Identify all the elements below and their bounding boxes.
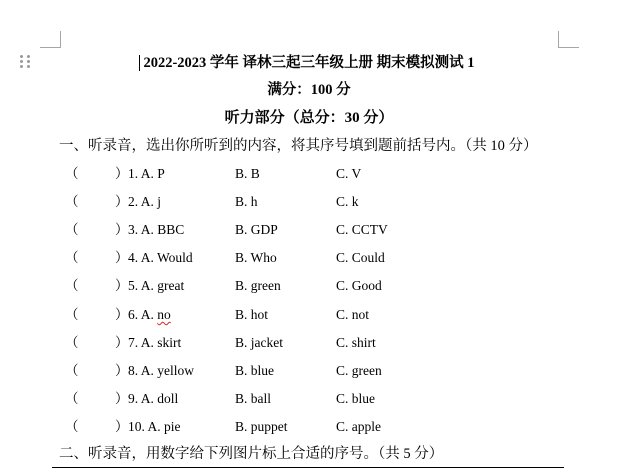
- option-a: A. P: [140, 166, 165, 181]
- answer-paren-open: （: [65, 278, 79, 293]
- option-a: A. no: [140, 307, 171, 322]
- question-number: [128, 362, 194, 380]
- question-number: [128, 193, 161, 211]
- answer-paren-open: （: [65, 222, 79, 237]
- question-number-text: 9.: [128, 391, 139, 406]
- option-b: B. hot: [235, 307, 269, 322]
- question-number: [128, 306, 171, 324]
- answer-paren-open: （: [65, 166, 79, 181]
- question-number-text: 2.: [128, 194, 139, 209]
- option-c: C. Could: [336, 250, 385, 265]
- question-number-text: 7.: [128, 335, 139, 350]
- question-number: [128, 334, 181, 352]
- answer-paren-open: （: [65, 419, 79, 434]
- answer-paren-close: ）: [115, 335, 129, 350]
- question-row[interactable]: [0, 165, 640, 183]
- question-row[interactable]: [0, 418, 640, 436]
- option-a: A. Would: [140, 250, 193, 265]
- question-number-text: 3.: [128, 222, 139, 237]
- option-b: B. h: [235, 194, 258, 209]
- option-a: A. j: [140, 194, 162, 209]
- question-row[interactable]: [0, 193, 640, 211]
- option-c: C. V: [336, 166, 362, 181]
- question-number-text: 6.: [128, 307, 139, 322]
- question-number: [128, 221, 184, 239]
- question-row[interactable]: [0, 249, 640, 267]
- option-b: B. B: [235, 166, 260, 181]
- answer-paren-close: ）: [115, 166, 129, 181]
- option-c: C. green: [336, 363, 382, 378]
- question-row[interactable]: [0, 334, 640, 352]
- option-c: C. blue: [336, 391, 375, 406]
- answer-paren-open: （: [65, 307, 79, 322]
- document-title[interactable]: 2022-2023 学年 译林三起三年级上册 期末模拟测试 1: [143, 55, 475, 71]
- option-a: A. pie: [147, 419, 181, 434]
- option-b: B. jacket: [235, 335, 283, 350]
- answer-paren-close: ）: [115, 391, 129, 406]
- answer-paren-open: （: [65, 194, 79, 209]
- question-number: [128, 390, 178, 408]
- question-number-text: 1.: [128, 166, 139, 181]
- option-c: C. Good: [336, 278, 382, 293]
- question-number: [128, 418, 181, 436]
- question-number-text: 10.: [128, 419, 145, 434]
- spellcheck-underline: no: [157, 307, 171, 322]
- bottom-rule: [52, 467, 564, 468]
- question-number-text: 5.: [128, 278, 139, 293]
- option-a: A. yellow: [140, 363, 195, 378]
- question-row[interactable]: [0, 390, 640, 408]
- option-a: A. great: [140, 278, 185, 293]
- answer-paren-open: （: [65, 250, 79, 265]
- answer-paren-close: ）: [115, 307, 129, 322]
- option-c: C. k: [336, 194, 359, 209]
- question-row[interactable]: [0, 306, 640, 324]
- section-1-instruction[interactable]: 一、听录音，选出你所听到的内容，将其序号填到题前括号内。（共 10 分）: [59, 138, 538, 154]
- answer-paren-close: ）: [115, 278, 129, 293]
- option-b: B. Who: [235, 250, 277, 265]
- answer-paren-close: ）: [115, 194, 129, 209]
- option-b: B. ball: [235, 391, 271, 406]
- answer-paren-close: ）: [115, 222, 129, 237]
- option-a: A. skirt: [140, 335, 182, 350]
- question-number: [128, 165, 165, 183]
- option-c: C. apple: [336, 419, 381, 434]
- page-margin-corner-top-right: [558, 31, 579, 48]
- question-number-text: 4.: [128, 250, 139, 265]
- answer-paren-close: ）: [115, 250, 129, 265]
- answer-paren-open: （: [65, 335, 79, 350]
- answer-paren-open: （: [65, 363, 79, 378]
- question-number-text: 8.: [128, 363, 139, 378]
- section-2-instruction[interactable]: 二、听录音，用数字给下列图片标上合适的序号。（共 5 分）: [59, 446, 444, 462]
- option-c: C. not: [336, 307, 370, 322]
- question-number: [128, 249, 193, 267]
- option-a: A. BBC: [140, 222, 185, 237]
- answer-paren-close: ）: [115, 363, 129, 378]
- option-b: B. GDP: [235, 222, 278, 237]
- question-row[interactable]: [0, 362, 640, 380]
- option-a: A. doll: [140, 391, 179, 406]
- option-b: B. blue: [235, 363, 274, 378]
- question-number: [128, 277, 184, 295]
- answer-paren-close: ）: [115, 419, 129, 434]
- question-row[interactable]: [0, 221, 640, 239]
- listening-part-heading[interactable]: 听力部分（总分：30 分）: [224, 110, 394, 126]
- full-score[interactable]: 满分：100 分: [267, 82, 351, 98]
- question-row[interactable]: [0, 277, 640, 295]
- answer-paren-open: （: [65, 391, 79, 406]
- page-margin-corner-top-left: [40, 31, 61, 48]
- option-b: B. green: [235, 278, 281, 293]
- option-c: C. CCTV: [336, 222, 388, 237]
- option-c: C. shirt: [336, 335, 376, 350]
- option-b: B. puppet: [235, 419, 288, 434]
